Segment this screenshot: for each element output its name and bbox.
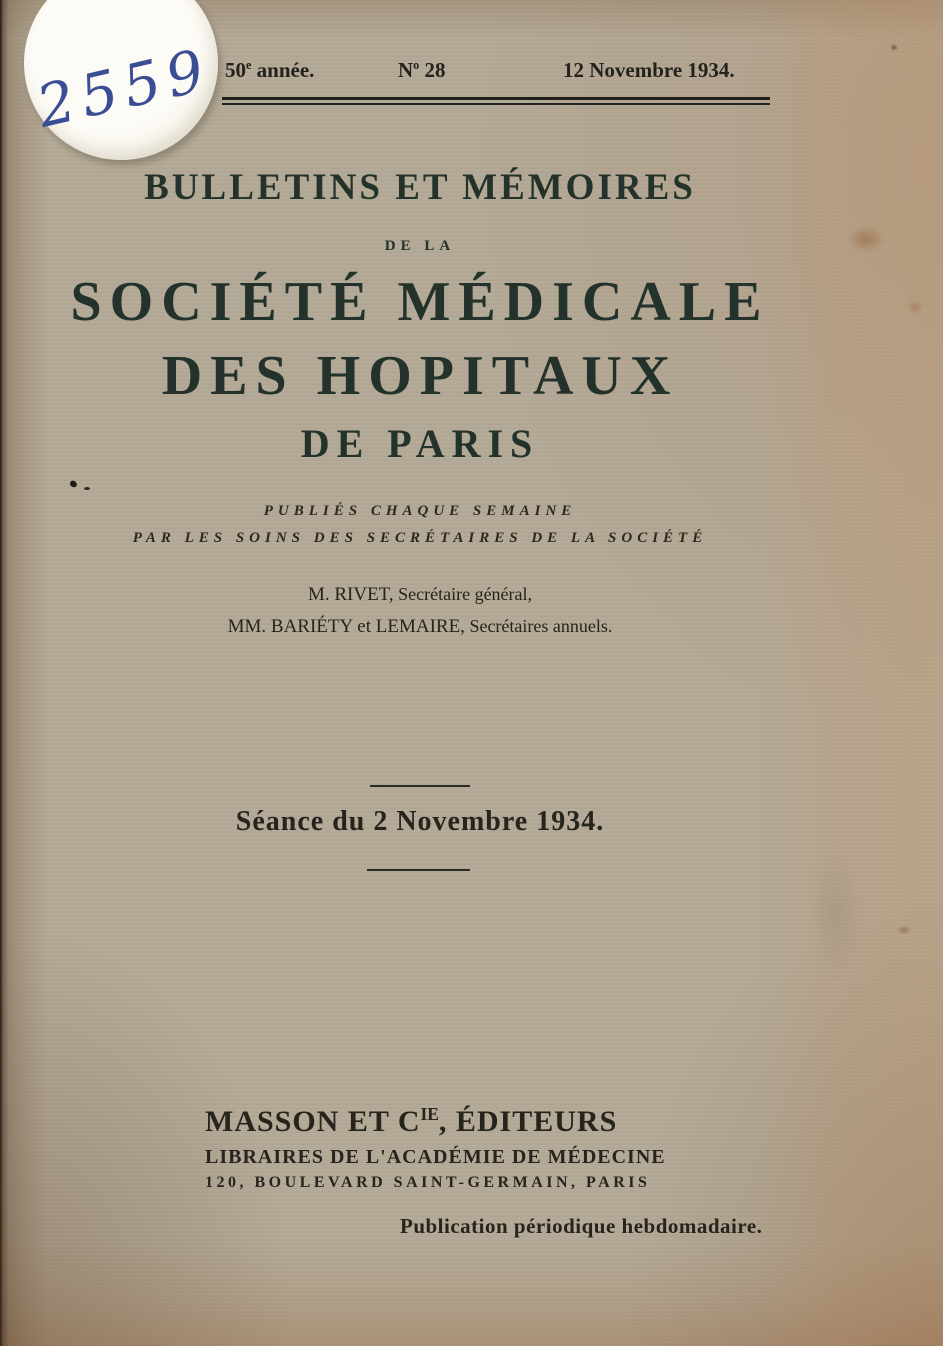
publisher-superscript: IE	[420, 1104, 439, 1124]
issue-date: 12 Novembre 1934.	[563, 58, 735, 82]
subtitle-secretaries: PAR LES SOINS DES SECRÉTAIRES DE LA SOCIÉTÉ	[132, 530, 708, 546]
volume-superscript: e	[246, 58, 252, 72]
session-title: Séance du 2 Novembre 1934.	[235, 806, 605, 837]
publisher-address: 120, BOULEVARD SAINT-GERMAIN, PARIS	[205, 1174, 651, 1191]
secretaries-annual-names: MM. BARIÉTY et LEMAIRE,	[227, 616, 465, 637]
volume-label: 50e année.	[225, 58, 315, 82]
masthead-line-dela: DE LA	[384, 238, 456, 254]
subtitle-weekly: PUBLIÉS CHAQUE SEMAINE	[263, 503, 577, 519]
issue-number: $N^o$ 28	[398, 58, 446, 82]
masthead-line-paris: DE PARIS	[300, 421, 540, 466]
masthead-line-societe: SOCIÉTÉ MÉDICALE	[70, 271, 770, 333]
secretary-general-role: Secrétaire général,	[393, 584, 533, 604]
session-rule-bottom	[367, 869, 470, 871]
secretary-general-line	[0, 584, 840, 606]
masthead-line-bulletins: BULLETINS ET MÉMOIRES	[144, 167, 696, 208]
library-sticker	[24, 0, 218, 160]
ink-speck	[69, 480, 78, 488]
session-rule-top	[370, 785, 470, 787]
publisher-name: MASSON ET $C^{IE}$, ÉDITEURS	[205, 1104, 618, 1138]
stain-dot	[890, 44, 898, 51]
masthead-line-hopitaux: DES HOPITAUX	[161, 345, 679, 407]
header-double-rule	[222, 97, 770, 105]
stain-blob	[848, 226, 884, 252]
ink-speck	[84, 487, 90, 490]
stain-blob-small	[906, 300, 924, 314]
smudge-mark	[808, 845, 863, 980]
secretary-general-name: M. RIVET,	[307, 584, 394, 605]
stain-dots	[896, 925, 912, 935]
issue-superscript: o	[413, 58, 420, 72]
handwritten-accession-number: 2559	[30, 35, 218, 141]
secretaries-annual-line	[0, 616, 840, 638]
publisher-subtitle: LIBRAIRES DE L'ACADÉMIE DE MÉDECINE	[205, 1146, 666, 1168]
periodicity-note: Publication périodique hebdomadaire.	[400, 1214, 763, 1238]
secretaries-annual-role: Secrétaires annuels.	[464, 616, 613, 636]
